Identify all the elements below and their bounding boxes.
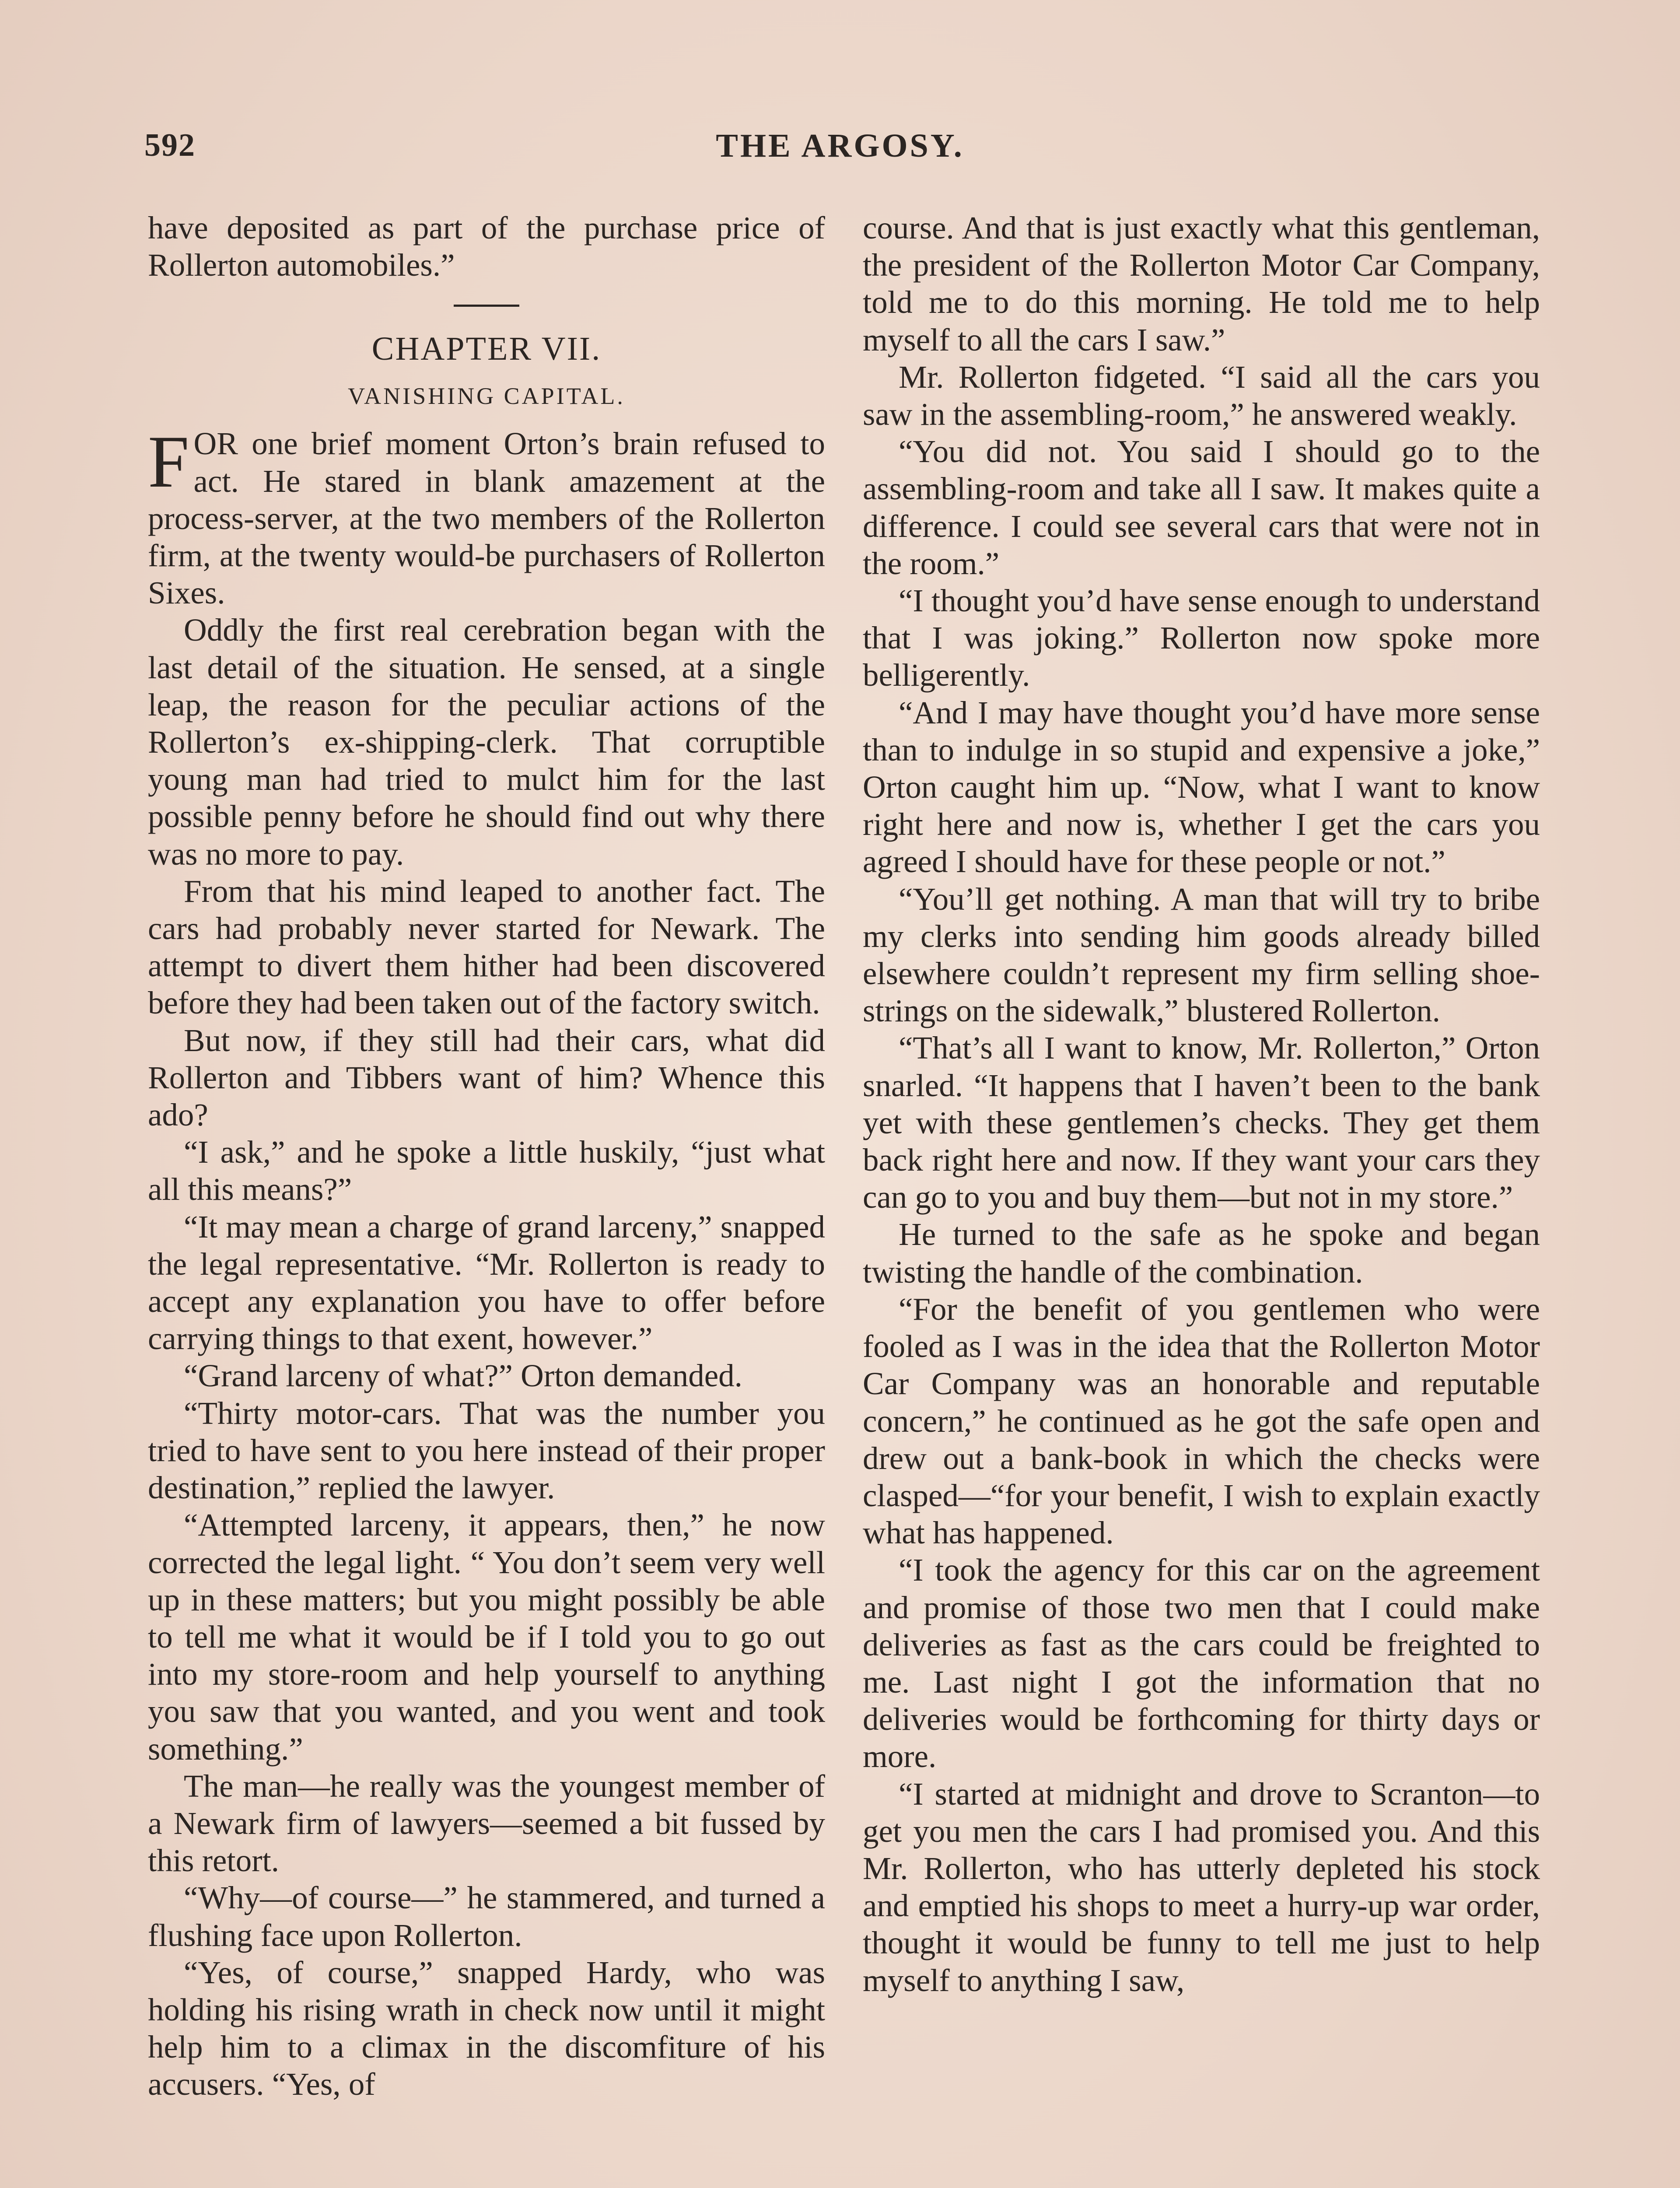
paragraph: “Attempted larceny, it appears, then,” he now corrected the legal light. “ You don’t seem very well up in these matters; but you might possibly be able to tell me what it would be if I told you to go out into my store-room and help yourself to anything you saw that you wanted, and you went and took something.”: [148, 1507, 825, 1767]
running-title: THE ARGOSY.: [716, 127, 964, 164]
paragraph: “I started at midnight and drove to Scranton—to get you men the cars I had promised you. And this Mr. Rollerton, who has utterly depleted his stock and emptied his shops to meet a hurry-up war order, thought it would be funny to tell me just to help myself to anything I saw,: [863, 1776, 1540, 1998]
paragraph: “Thirty motor-cars. That was the number you tried to have sent to you here instead of their proper destination,” replied the lawyer.: [148, 1395, 825, 1506]
left-column: [148, 209, 825, 2103]
paragraph: “That’s all I want to know, Mr. Rollerton,” Orton snarled. “It happens that I haven’t been to the bank yet with these gentlemen’s checks. They get them back right here and now. If they want your cars they can go to you and buy them—but not in my store.”: [863, 1030, 1540, 1215]
drop-cap: F: [148, 421, 189, 503]
paragraph: “Grand larceny of what?” Orton demanded.: [184, 1358, 742, 1394]
paragraph: “And I may have thought you’d have more sense than to indulge in so stupid and expensive a joke,” Orton caught him up. “Now, what I want to know right here and now is, whether I get the cars you agreed I should have for these people or not.”: [863, 694, 1540, 880]
right-column: [863, 209, 1540, 1999]
paragraph: course. And that is just exactly what this gentleman, the president of the Rollerton Motor Car Company, told me to do this morning. He told me to help myself to all the cars I saw.”: [863, 210, 1540, 358]
chapter-heading: CHAPTER VII.: [371, 330, 602, 368]
paragraph: “You did not. You said I should go to the assembling-room and take all I saw. It makes quite a difference. I could see several cars that were not in the room.”: [863, 434, 1540, 581]
paragraph: The man—he really was the youngest member of a Newark firm of lawyers—seemed a bit fussed by this retort.: [148, 1768, 825, 1879]
paragraph: “It may mean a charge of grand larceny,” snapped the legal representative. “Mr. Rollerton is ready to accept any explanation you have to offer before carrying things to that exent, however.”: [148, 1209, 825, 1357]
chapter-subtitle: VANISHING CAPITAL.: [348, 383, 625, 410]
paragraph-text: OR one brief moment Orton’s brain refused to act. He stared in blank amazement at the process-server, at the two members of the Rollerton firm, at the twenty would-be purchasers of Rollerton Sixes.: [148, 426, 825, 611]
page-header: [144, 127, 1536, 175]
paragraph: “Yes, of course,” snapped Hardy, who was holding his rising wrath in check now until it might help him to a climax in the discomfiture of his accusers. “Yes, of: [148, 1954, 825, 2102]
paragraph: But now, if they still had their cars, what did Rollerton and Tibbers want of him? Whence this ado?: [148, 1022, 825, 1133]
paragraph: Oddly the first real cerebration began with the last detail of the situation. He sensed, at a single leap, the reason for the peculiar actions of the Rollerton’s ex-shipping-clerk. That corruptible young man had tried to mulct him for the last possible penny before he should find out why there was no more to pay.: [148, 612, 825, 872]
paragraph: He turned to the safe as he spoke and began twisting the handle of the combination.: [863, 1217, 1540, 1290]
section-divider: [454, 305, 519, 307]
paragraph: “For the benefit of you gentlemen who were fooled as I was in the idea that the Rollerton Motor Car Company was an honorable and reputable concern,” he continued as he got the safe open and drew out a bank-book in which the checks were clasped—“for your benefit, I wish to explain exactly what has happened.: [863, 1291, 1540, 1551]
paragraph: “I thought you’d have sense enough to understand that I was joking.” Rollerton now spoke more belligerently.: [863, 583, 1540, 693]
paragraph: [148, 421, 825, 611]
paragraph: have deposited as part of the purchase price of Rollerton automobiles.”: [148, 210, 825, 283]
paragraph: “You’ll get nothing. A man that will try to bribe my clerks into sending him goods already billed elsewhere couldn’t represent my firm selling shoe-strings on the sidewalk,” blustered Rollerton.: [863, 881, 1540, 1029]
paragraph: “I took the agency for this car on the agreement and promise of those two men that I could make deliveries as fast as the cars could be freighted to me. Last night I got the information that no deliveries would be forthcoming for thirty days or more.: [863, 1552, 1540, 1774]
paragraph: Mr. Rollerton fidgeted. “I said all the cars you saw in the assembling-room,” he answered weakly.: [863, 359, 1540, 432]
paragraph: “Why—of course—” he stammered, and turned a flushing face upon Rollerton.: [148, 1880, 825, 1953]
paragraph: From that his mind leaped to another fact. The cars had probably never started for Newark. The attempt to divert them hither had been discovered before they had been taken out of the factory switch.: [148, 873, 825, 1021]
paragraph: “I ask,” and he spoke a little huskily, “just what all this means?”: [148, 1134, 825, 1207]
page-number: 592: [144, 127, 196, 163]
